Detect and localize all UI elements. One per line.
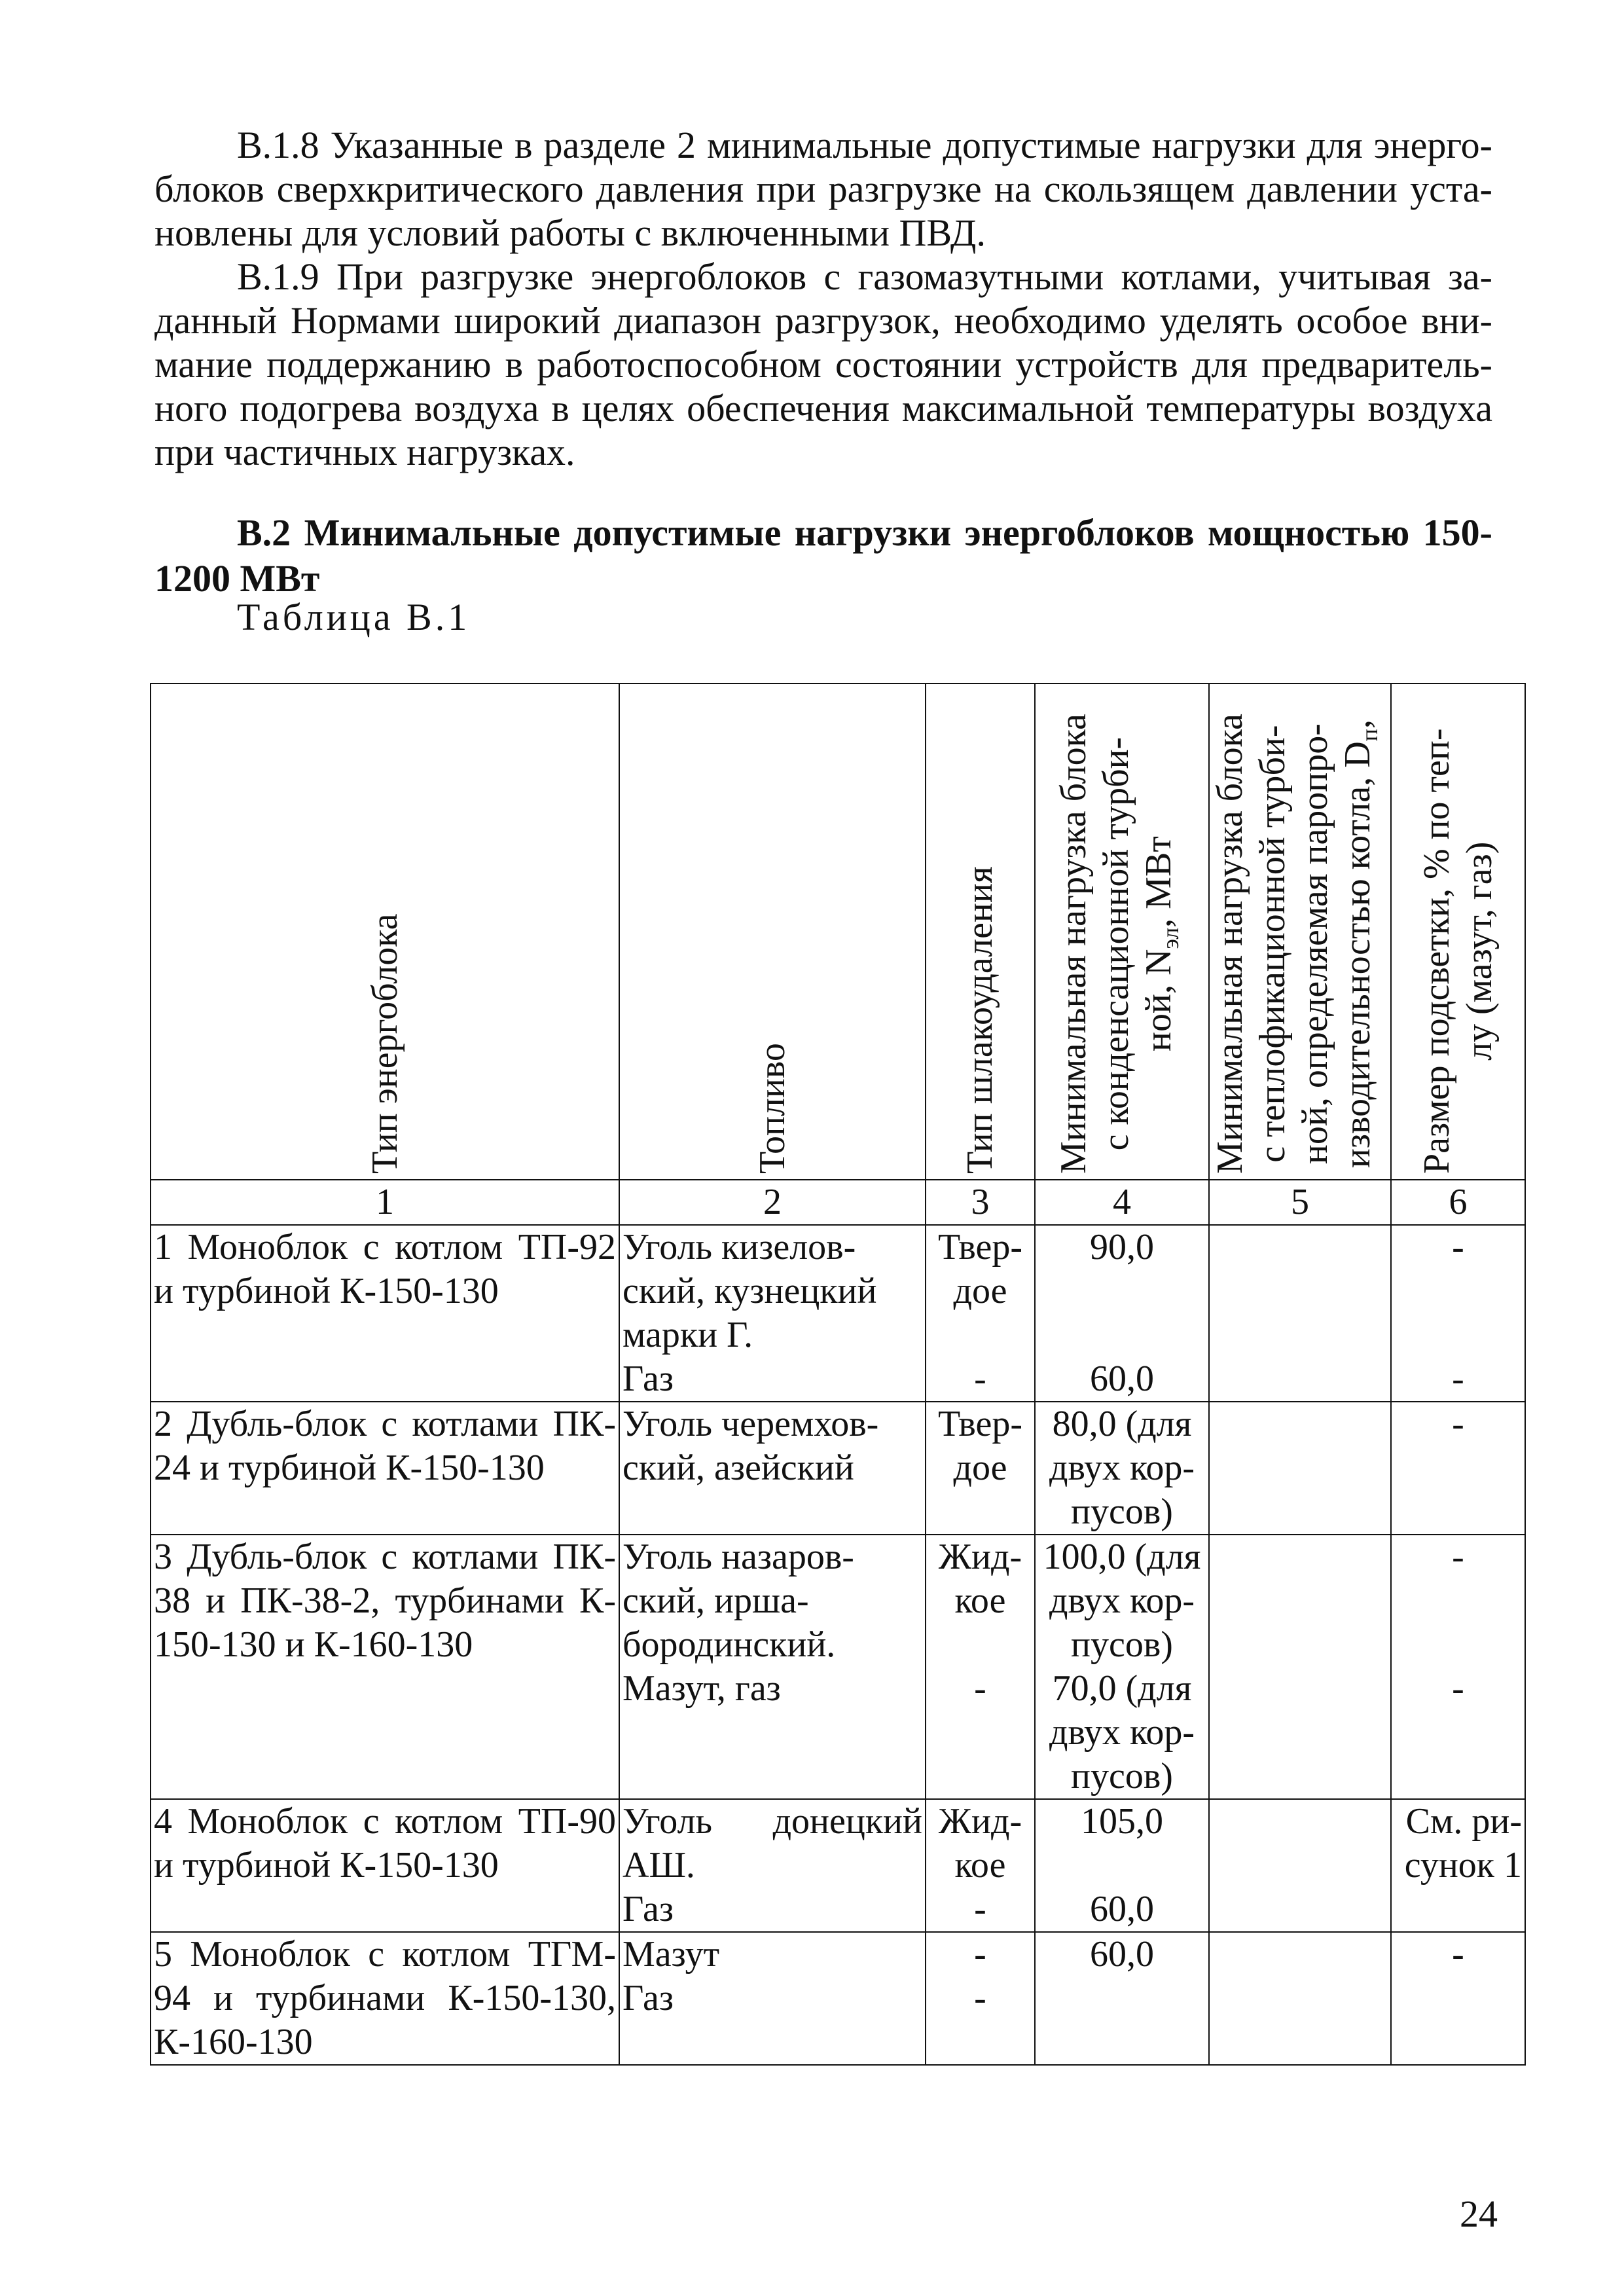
cell-line [1394, 1623, 1522, 1667]
page-number: 24 [1460, 2193, 1498, 2235]
cell-line: См. ри- [1405, 1801, 1522, 1842]
section-heading [154, 510, 1492, 602]
paragraph-b-1-9 [154, 255, 1492, 474]
cell-line: ский, ирша- [623, 1580, 809, 1621]
cell-line: дое [953, 1271, 1007, 1311]
cell-line: - [1452, 1668, 1464, 1709]
loads-table [150, 683, 1526, 2066]
cell-line: 70,0 (для [1052, 1668, 1192, 1709]
header-slag [926, 683, 1035, 1180]
table-cell-fuel [619, 1932, 926, 2065]
cell-line: 100,0 (для [1043, 1537, 1201, 1577]
cell-line: 150-130 и К-160-130 [154, 1624, 473, 1665]
header-text: Тип энергоблока [364, 913, 405, 1174]
cell-line [929, 1623, 1032, 1667]
column-number: 4 [1035, 1180, 1209, 1225]
table-cell-fuel [619, 1799, 926, 1932]
cell-line: кое [954, 1845, 1006, 1886]
cell-line: 1 Моноблок с котлом ТП-92 [154, 1227, 616, 1267]
table-cell-n-el [1035, 1402, 1209, 1535]
table-cell-podsv [1391, 1402, 1525, 1535]
cell-line: Жид- [938, 1537, 1022, 1577]
cell-line: - [974, 1934, 986, 1975]
table-cell-d-p [1209, 1932, 1391, 2065]
cell-line: пусов) [1071, 1491, 1173, 1532]
text-line: В.1.8 Указанные в разделе 2 минимальные допустимые нагрузки для энерго- [237, 124, 1492, 166]
table-cell-n-el [1035, 1225, 1209, 1402]
cell-line: кое [954, 1580, 1006, 1621]
table-cell-slag [926, 1799, 1035, 1932]
column-number: 3 [926, 1180, 1035, 1225]
column-number: 6 [1391, 1180, 1525, 1225]
header-n-el [1035, 683, 1209, 1180]
cell-line: Уголь назаров- [623, 1537, 854, 1577]
cell-line: - [1452, 1404, 1464, 1444]
cell-line: Уголь черемхов- [623, 1404, 879, 1444]
heading-line: 1200 МВт [154, 557, 320, 600]
cell-line: - [974, 1978, 986, 2018]
cell-line: 80,0 (для [1052, 1404, 1192, 1444]
cell-line: сунок 1 [1404, 1845, 1522, 1886]
cell-line [1394, 1579, 1522, 1623]
table-cell-type [151, 1225, 619, 1402]
paragraph-b-1-8 [154, 123, 1492, 255]
cell-line: Твер- [937, 1404, 1023, 1444]
text-line: В.1.9 При разгрузке энергоблоков с газомазутными котлами, учитывая за- [237, 255, 1492, 298]
cell-line [1038, 1313, 1206, 1357]
cell-line: 24 и турбиной К-150-130 [154, 1448, 545, 1488]
cell-line: 60,0 [1090, 1358, 1154, 1399]
cell-line: 90,0 [1090, 1227, 1154, 1267]
cell-line: 60,0 [1090, 1889, 1154, 1929]
text-line: данный Нормами широкий диапазон разгрузок, необходимо уделять особое вни- [154, 299, 1492, 342]
cell-line: Мазут [623, 1934, 720, 1975]
cell-line: 105,0 [1081, 1801, 1163, 1842]
cell-line: 4 Моноблок с котлом ТП-90 [154, 1801, 616, 1842]
table-cell-podsv [1391, 1932, 1525, 2065]
cell-line: 38 и ПК-38-2, турбинами К- [154, 1580, 616, 1621]
table-cell-type [151, 1535, 619, 1799]
cell-line: - [974, 1358, 986, 1399]
table-cell-d-p [1209, 1402, 1391, 1535]
heading-line: В.2 Минимальные допустимые нагрузки энергоблоков мощностью 150- [237, 511, 1492, 554]
column-number: 5 [1209, 1180, 1391, 1225]
cell-line [929, 1313, 1032, 1357]
cell-line: Мазут, газ [623, 1668, 781, 1709]
cell-line: Газ [623, 1889, 674, 1929]
cell-line: 3 Дубль-блок с котлами ПК- [154, 1537, 616, 1577]
table-row [151, 1799, 1525, 1932]
table-cell-podsv [1391, 1535, 1525, 1799]
cell-line: марки Г. [623, 1315, 753, 1355]
header-text: Тип шлакоудаления [960, 866, 1000, 1174]
table-cell-slag [926, 1225, 1035, 1402]
cell-line: ский, азейский [623, 1448, 854, 1488]
table-row [151, 1402, 1525, 1535]
cell-line: двух кор- [1049, 1712, 1195, 1753]
table-cell-d-p [1209, 1535, 1391, 1799]
cell-line: двух кор- [1049, 1448, 1195, 1488]
cell-line: - [1452, 1934, 1464, 1975]
cell-line [1394, 1269, 1522, 1313]
cell-line: Уголь донецкий [623, 1801, 922, 1842]
cell-line [1038, 1844, 1206, 1887]
header-type [151, 683, 619, 1180]
cell-line: - [974, 1668, 986, 1709]
header-podsvetka [1391, 683, 1525, 1180]
table-cell-fuel [619, 1225, 926, 1402]
cell-line: - [1452, 1537, 1464, 1577]
cell-line: и турбиной К-150-130 [154, 1845, 499, 1886]
cell-line: бородинский. [623, 1624, 836, 1665]
cell-line: К-160-130 [154, 2022, 313, 2062]
header-text: Размер подсветки, % по теп- лу (мазут, газ) [1416, 728, 1500, 1174]
table-cell-slag [926, 1402, 1035, 1535]
table-body [151, 1225, 1525, 2065]
cell-line [1394, 1313, 1522, 1357]
cell-line: 2 Дубль-блок с котлами ПК- [154, 1404, 616, 1444]
table-cell-fuel [619, 1402, 926, 1535]
header-fuel [619, 683, 926, 1180]
table-row [151, 1225, 1525, 1402]
cell-line: Твер- [937, 1227, 1023, 1267]
cell-line: Газ [623, 1978, 674, 2018]
text-line: при частичных нагрузках. [154, 431, 575, 473]
header-text: Топливо [751, 1043, 793, 1174]
header-text: Минимальная нагрузка блока с конденсационной турби- ной, $N_{эл}$, МВт [1053, 714, 1183, 1174]
table-cell-slag [926, 1932, 1035, 2065]
cell-line: 94 и турбинами К-150-130, [154, 1978, 616, 2018]
table-cell-n-el [1035, 1535, 1209, 1799]
cell-line: дое [953, 1448, 1007, 1488]
table-cell-type [151, 1932, 619, 2065]
cell-line: - [974, 1889, 986, 1929]
table-header-row [151, 683, 1525, 1180]
cell-line: пусов) [1071, 1756, 1173, 1796]
table-row [151, 1932, 1525, 2065]
cell-line: ский, кузнецкий [623, 1271, 877, 1311]
table-cell-podsv [1391, 1799, 1525, 1932]
cell-line: Газ [623, 1358, 674, 1399]
column-number: 1 [151, 1180, 619, 1225]
table-cell-n-el [1035, 1799, 1209, 1932]
text-line: новлены для условий работы с включенными ПВД. [154, 211, 986, 254]
cell-line: 60,0 [1090, 1934, 1154, 1975]
table-cell-n-el [1035, 1932, 1209, 2065]
header-d-p [1209, 683, 1391, 1180]
table-cell-podsv [1391, 1225, 1525, 1402]
cell-line: пусов) [1071, 1624, 1173, 1665]
cell-line: Уголь кизелов- [623, 1227, 856, 1267]
table-caption: Таблица В.1 [237, 596, 471, 638]
text-line: мание поддержанию в работоспособном состоянии устройств для предваритель- [154, 343, 1492, 386]
table-cell-type [151, 1799, 619, 1932]
column-number: 2 [619, 1180, 926, 1225]
cell-line [1038, 1269, 1206, 1313]
cell-line: - [1452, 1227, 1464, 1267]
column-number-row [151, 1180, 1525, 1225]
cell-line: - [1452, 1358, 1464, 1399]
header-text: Минимальная нагрузка блока с теплофикационной турби- ной, определяемая паропро- изводительностью котла, $D_п$, [1210, 714, 1383, 1174]
cell-line: Жид- [938, 1801, 1022, 1842]
table-cell-d-p [1209, 1225, 1391, 1402]
text-line: ного подогрева воздуха в целях обеспечения максимальной температуры воздуха [154, 387, 1492, 429]
table-cell-d-p [1209, 1799, 1391, 1932]
table-cell-slag [926, 1535, 1035, 1799]
text-line: блоков сверхкритического давления при разгрузке на скользящем давлении уста- [154, 168, 1492, 210]
table-cell-type [151, 1402, 619, 1535]
table-row [151, 1535, 1525, 1799]
table-cell-fuel [619, 1535, 926, 1799]
cell-line: и турбиной К-150-130 [154, 1271, 499, 1311]
cell-line: 5 Моноблок с котлом ТГМ- [154, 1934, 616, 1975]
cell-line: двух кор- [1049, 1580, 1195, 1621]
cell-line: АШ. [623, 1845, 695, 1886]
